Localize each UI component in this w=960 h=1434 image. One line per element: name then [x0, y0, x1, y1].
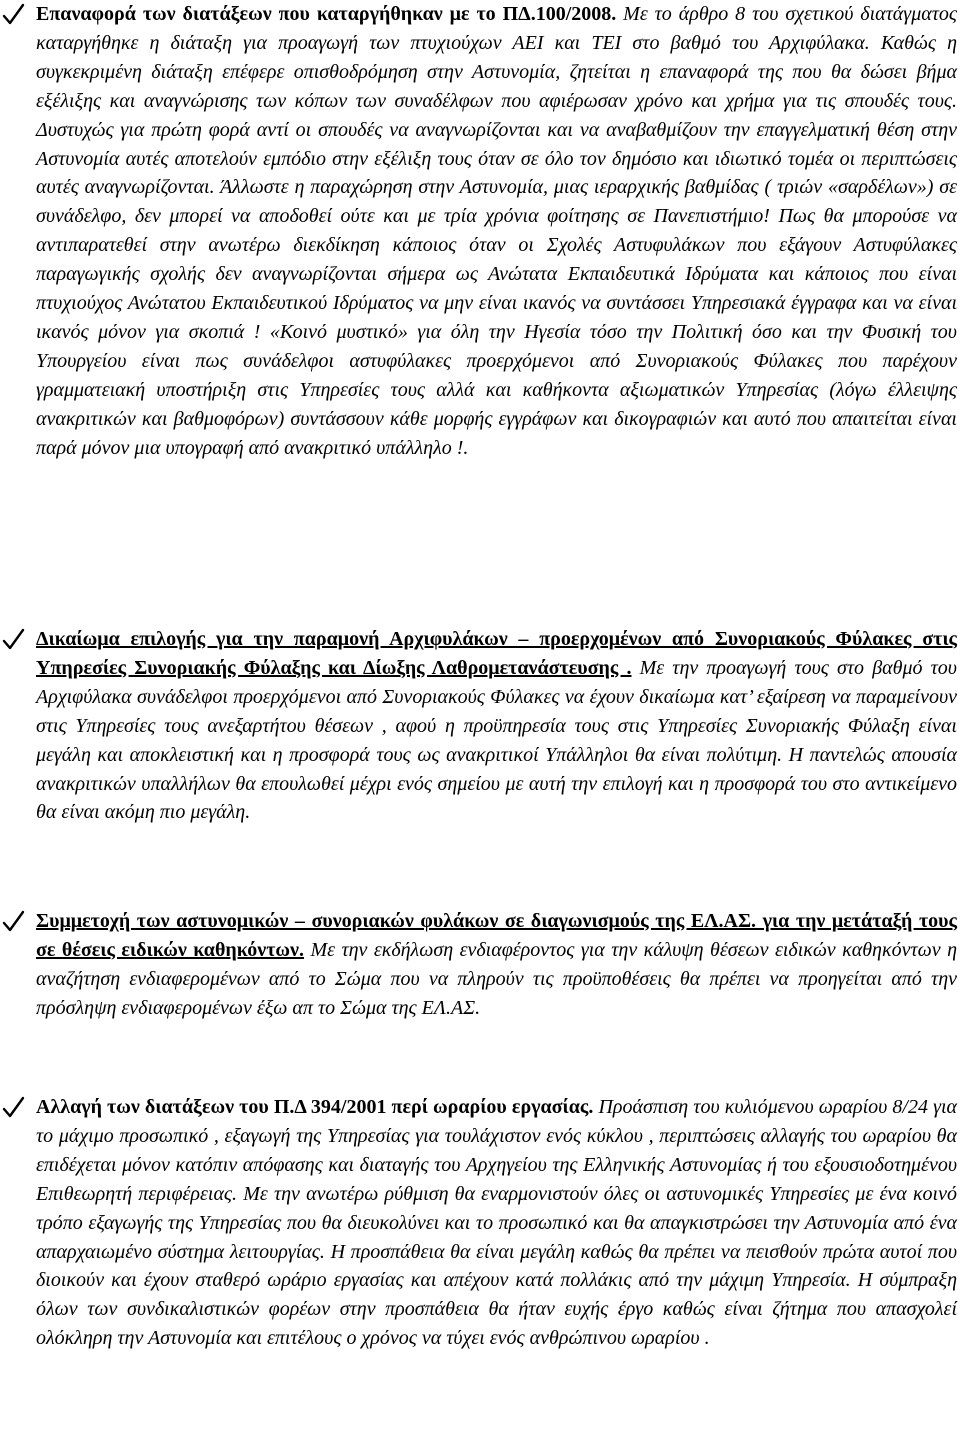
section-body: Με την εκδήλωση ενδιαφέροντος για την κάλυψη θέσεων ειδικών καθηκόντων η αναζήτηση ενδιαφερομένων από το Σώμα που να πληρούν τις προϋποθέσεις θα πρέπει να προηγείται από την πρόσληψη ενδιαφερομένων έξω απ το Σώμα της ΕΛ.ΑΣ. [36, 938, 957, 1019]
section-paragraph [36, 625, 957, 827]
section-body: Προάσπιση του κυλιόμενου ωραρίου 8/24 για το μάχιμο προσωπικό , εξαγωγή της Υπηρεσίας για τουλάχιστον ενός κύκλου , περιπτώσεις αλλαγής του ωραρίου θα επιδέχεται μόνον κατόπιν απόφασης και διαταγής του Αρχηγείου της Ελληνικής Αστυνομίας ή του εξουσιοδοτημένου Επιθεωρητή περιφέρειας. Με την ανωτέρω ρύθμιση θα εναρμονιστούν όλες οι αστυνομικές Υπηρεσίες με ένα κοινό τρόπο εξαγωγής της Υπηρεσίας που θα διευκολύνει και το προσωπικό και θα απαγκιστρώσει την Αστυνομία από ένα απαρχαιωμένο σύστημα λειτουργίας. Η προσπάθεια θα είναι μεγάλη καθώς θα πρέπει να πεισθούν πρώτα αυτοί που διοικούν και έχουν σταθερό ωράριο εργασίας και απέχουν κατά πολλάκις από την μάχιμη Υπηρεσία. Η σύμπραξη όλων των συνδικαλιστικών φορέων στην προσπάθεια θα ήταν ευχής έργο καθώς είναι ζήτημα που απασχολεί ολόκληρη την Αστυνομία και επιτέλους ο χρόνος να τύχει ενός ανθρώπινου ωραρίου . [36, 1096, 958, 1350]
section-body: Με την προαγωγή τους στο βαθμό του Αρχιφύλακα συνάδελφοι προερχόμενοι από Συνοριακούς Φύλακες να έχουν δικαίωμα κατ’ εξαίρεση να παραμείνουν στις Υπηρεσίες τους ανεξαρτήτου θέσεων , αφού η προϋπηρεσία τους στις Υπηρεσίες Συνοριακής Φύλαξη είναι μεγάλη και αποκλειστική και η προσφορά τους ως ανακριτικοί Υπάλληλοι θα είναι πολύτιμη. Η παντελώς απουσία ανακριτικών υπαλλήλων θα επουλωθεί μέχρι ενός σημείου με αυτή την επιλογή και η προσφορά του στο αντικείμενο θα είναι ακόμη πιο μεγάλη. [36, 656, 957, 824]
checkmark-icon [2, 625, 26, 654]
section-restore-provisions [0, 0, 960, 463]
section-heading: Αλλαγή των διατάξεων του Π.Δ 394/2001 περί ωραρίου εργασίας. [36, 1096, 594, 1118]
section-competitions [0, 907, 960, 1023]
section-paragraph [36, 0, 957, 463]
section-heading: Επαναφορά των διατάξεων που καταργήθηκαν με το ΠΔ.100/2008. [36, 3, 617, 25]
checkmark-icon [2, 1093, 26, 1122]
section-right-to-stay [0, 625, 960, 827]
checkmark-icon [2, 907, 26, 936]
section-work-schedule [0, 1093, 960, 1353]
section-paragraph [36, 1093, 957, 1353]
section-paragraph [36, 907, 957, 1023]
section-heading: Συμμετοχή των αστυνομικών – συνοριακών φυλάκων σε διαγωνισμούς της ΕΛ.ΑΣ. για την μετάταξή τους σε θέσεις ειδικών καθηκόντων. [36, 910, 957, 961]
section-body: Με το άρθρο 8 του σχετικού διατάγματος καταργήθηκε η διάταξη για προαγωγή των πτυχιούχων ΑΕΙ και ΤΕΙ στο βαθμό του Αρχιφύλακα. Καθώς η συγκεκριμένη διάταξη επέφερε οπισθοδρόμηση στην Αστυνομία, ζητείται η επαναφορά της που θα δώσει βήμα εξέλιξης και αναγνώρισης των κόπων των συναδέλφων που αφιέρωσαν χρόνο και χρήμα για τις σπουδές τους. Δυστυχώς για πρώτη φορά αντί οι σπουδές να αναγνωρίζονται και να αναβαθμίζουν την επαγγελματική θέση στην Αστυνομία αυτές αποτελούν εμπόδιο στην εξέλιξη τους όταν σε όλο τον δημόσιο και ιδιωτικό τομέα οι περιπτώσεις αυτές αναγνωρίζονται. Άλλωστε η παραχώρηση στην Αστυνομία, μιας ιεραρχικής βαθμίδας ( τριών «σαρδέλων») σε συνάδελφο, δεν μπορεί να αποδοθεί ούτε και με τρία χρόνια φοίτησης σε Πανεπιστήμιο! Πως θα μπορούσε να αντιπαρατεθεί στην ανωτέρω διεκδίκηση κάποιος όταν οι Σχολές Αστυφυλάκων που εξάγουν Αστυφύλακες παραγωγικής σχολής δεν αναγνωρίζονται σήμερα ως Ανώτατα Εκπαιδευτικά Ιδρύματα και κάποιος που είναι πτυχιούχος Ανώτατου Εκπαιδευτικού Ιδρύματος να μην είναι ικανός να συντάσσει Υπηρεσιακά έγγραφα και να είναι ικανός μόνον για σκοπιά ! «Κοινό μυστικό» για όλη την Ηγεσία τόσο την Πολιτική όσο και την Φυσική του Υπουργείου είναι πως συνάδελφοι αστυφύλακες προερχόμενοι από Συνοριακούς Φύλακες που παρέχουν γραμματειακή υποστήριξη στις Υπηρεσίες τους αλλά και καθήκοντα αξιωματικών Υπηρεσίας (λόγω έλλειψης ανακριτικών και βαθμοφόρων) συντάσσουν κάθε μορφής εγγράφων και δικογραφιών και αυτό που απαιτείται είναι παρά μόνον μια υπογραφή από ανακριτικό υπάλληλο !. [36, 3, 957, 459]
checkmark-icon [2, 0, 26, 29]
section-heading: Δικαίωμα επιλογής για την παραμονή Αρχιφυλάκων – προερχομένων από Συνοριακούς Φύλακες στις Υπηρεσίες Συνοριακής Φύλαξης και Δίωξης Λαθρομετανάστευσης . [36, 628, 957, 679]
